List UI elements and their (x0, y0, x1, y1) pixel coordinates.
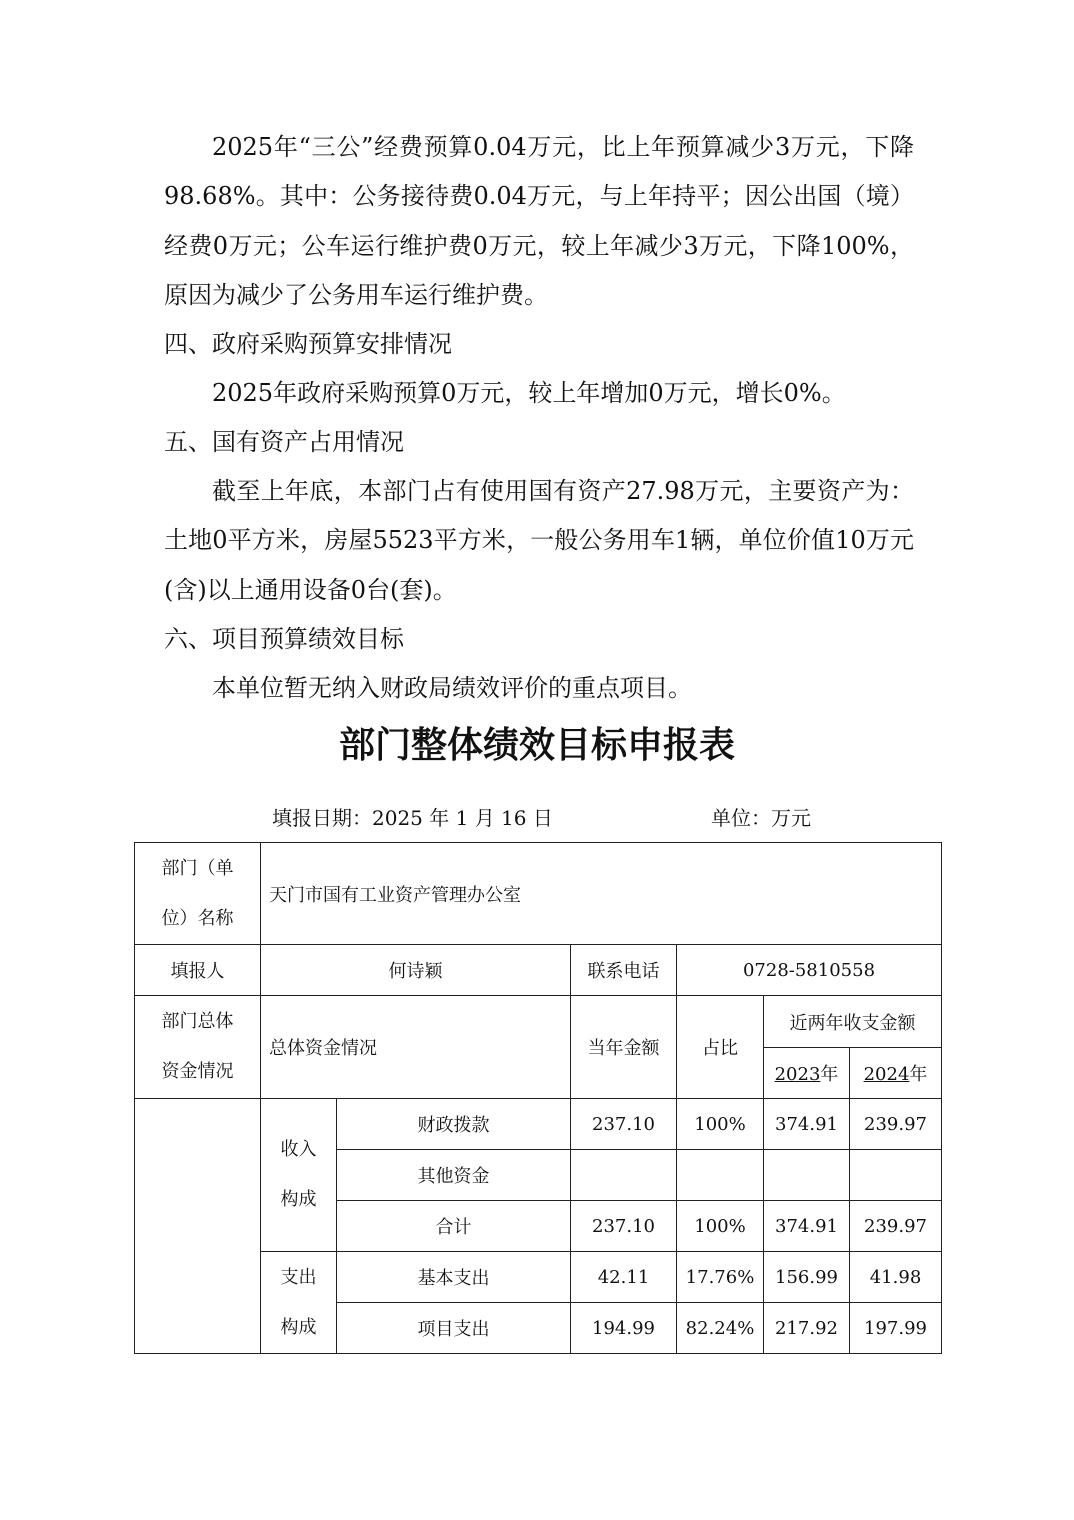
dept-name-value: 天门市国有工业资产管理办公室 (261, 843, 942, 945)
reporter-name: 何诗颖 (261, 945, 571, 996)
fiscal-2024: 239.97 (850, 1099, 942, 1150)
form-title: 部门整体绩效目标申报表 (338, 725, 735, 766)
year-2024-suffix: 年 (909, 1064, 928, 1085)
expense-label-line1: 支出 (280, 1266, 317, 1288)
ratio-header: 占比 (677, 996, 764, 1099)
funds-label-line2: 资金情况 (161, 1061, 234, 1082)
current-amount-header: 当年金额 (571, 996, 677, 1099)
income-label-cell (261, 1099, 337, 1252)
fiscal-ratio: 100% (677, 1099, 764, 1150)
fiscal-label: 财政拨款 (337, 1099, 571, 1150)
project-label: 项目支出 (337, 1303, 571, 1354)
basic-2023: 156.99 (764, 1252, 850, 1303)
paragraph-state-assets: 截至上年底，本部门占有使用国有资产27.98万元，主要资产为：土地0平方米，房屋5523平方米，一般公务用车1辆，单位价值10万元(含)以上通用设备0台(套)。 (164, 477, 914, 604)
other-2023 (764, 1150, 850, 1201)
basic-amount: 42.11 (571, 1252, 677, 1303)
unit-label: 单位：万元 (711, 806, 811, 830)
total-2023: 374.91 (764, 1201, 850, 1252)
heading-performance-targets: 六、项目预算绩效目标 (164, 625, 404, 653)
table-row (135, 843, 942, 945)
funds-label-cell (135, 996, 261, 1099)
total-ratio: 100% (677, 1201, 764, 1252)
heading-government-procurement: 四、政府采购预算安排情况 (164, 330, 452, 358)
performance-table (134, 842, 942, 1099)
heading-state-assets: 五、国有资产占用情况 (164, 428, 404, 456)
project-ratio: 82.24% (677, 1303, 764, 1354)
basic-ratio: 17.76% (677, 1252, 764, 1303)
year-2024-value: 2024 (863, 1064, 910, 1085)
project-2024: 197.99 (850, 1303, 942, 1354)
fiscal-amount: 237.10 (571, 1099, 677, 1150)
two-year-header: 近两年收支金额 (764, 996, 942, 1048)
total-amount: 237.10 (571, 1201, 677, 1252)
year-2024-header (850, 1048, 942, 1099)
expense-label-cell (261, 1252, 337, 1354)
total-2024: 239.97 (850, 1201, 942, 1252)
total-label: 合计 (337, 1201, 571, 1252)
other-amount (571, 1150, 677, 1201)
project-2023: 217.92 (764, 1303, 850, 1354)
dept-name-label-cell (135, 843, 261, 945)
funds-label-cell-continued (135, 1099, 261, 1354)
table-row (135, 996, 942, 1048)
other-label: 其他资金 (337, 1150, 571, 1201)
basic-label: 基本支出 (337, 1252, 571, 1303)
year-2023-header (764, 1048, 850, 1099)
income-label-line2: 构成 (280, 1189, 317, 1210)
paragraph-performance-targets: 本单位暂无纳入财政局绩效评价的重点项目。 (212, 674, 692, 702)
year-2023-value: 2023 (774, 1064, 821, 1085)
paragraph-three-public-funds: 2025年“三公”经费预算0.04万元，比上年预算减少3万元，下降98.68%。其中：公务接待费0.04万元，与上年持平；因公出国（境）经费0万元；公车运行维护费0万元，较上年减少3万元，下降100%，原因为减少了公务用车运行维护费。 (164, 133, 914, 310)
funds-breakdown-table (134, 1098, 942, 1354)
expense-label-line2: 构成 (280, 1316, 317, 1338)
project-amount: 194.99 (571, 1303, 677, 1354)
income-label-line1: 收入 (280, 1139, 317, 1160)
fill-date: 填报日期：2025 年 1 月 16 日 (272, 806, 553, 830)
year-2023-suffix: 年 (820, 1064, 839, 1085)
reporter-label: 填报人 (135, 945, 261, 996)
other-2024 (850, 1150, 942, 1201)
phone-value: 0728-5810558 (677, 945, 942, 996)
table-row (135, 1099, 942, 1150)
dept-name-label-line1: 部门（单 (161, 857, 234, 879)
table-row (135, 945, 942, 996)
overall-funds-label: 总体资金情况 (261, 996, 571, 1099)
other-ratio (677, 1150, 764, 1201)
phone-label: 联系电话 (571, 945, 677, 996)
fiscal-2023: 374.91 (764, 1099, 850, 1150)
funds-label-line1: 部门总体 (161, 1011, 234, 1032)
dept-name-label-line2: 位）名称 (161, 907, 234, 929)
paragraph-government-procurement: 2025年政府采购预算0万元，较上年增加0万元，增长0%。 (212, 379, 846, 407)
basic-2024: 41.98 (850, 1252, 942, 1303)
